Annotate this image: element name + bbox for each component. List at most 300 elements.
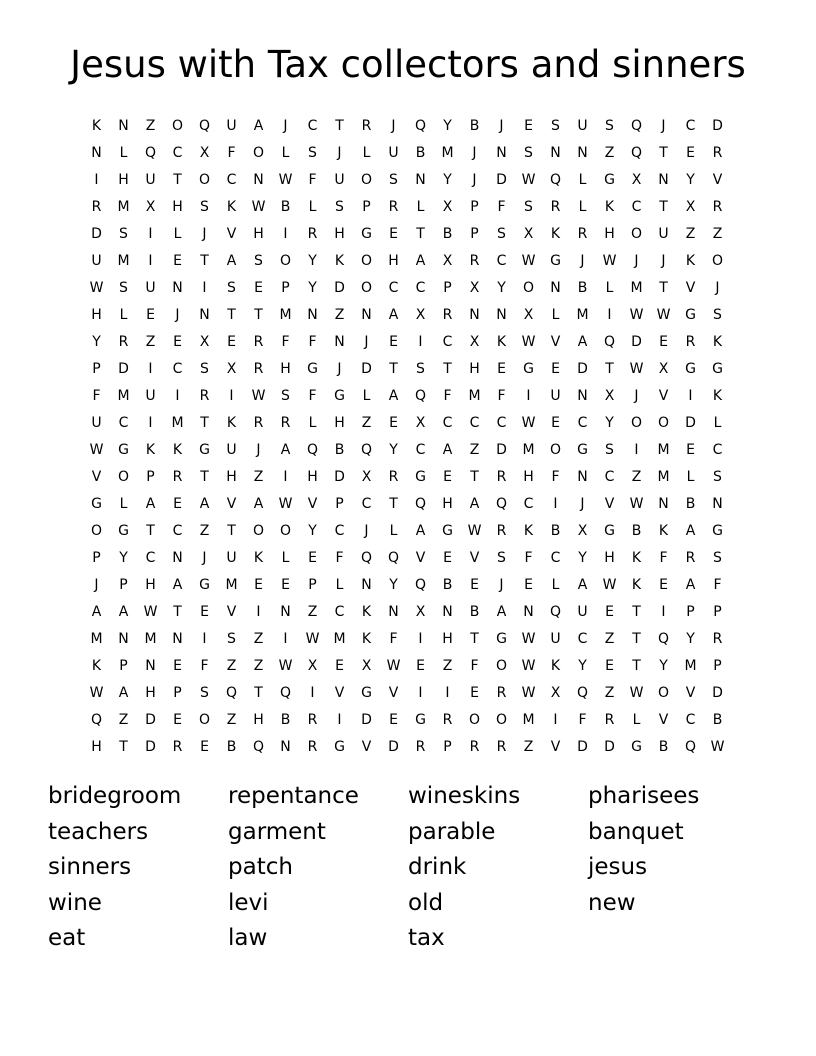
grid-letter: T [632, 604, 641, 620]
grid-letter: E [335, 658, 344, 674]
grid-letter: H [253, 226, 264, 242]
grid-letter: C [415, 442, 426, 458]
grid-letter: G [604, 523, 615, 539]
grid-letter: S [497, 226, 506, 242]
grid-letter: A [118, 685, 129, 701]
grid-letter: R [496, 739, 507, 755]
grid-letter: X [361, 658, 372, 674]
grid-letter: M [657, 442, 670, 458]
grid-letter: R [577, 226, 588, 242]
grid-letter: F [389, 631, 398, 647]
grid-letter: R [253, 334, 264, 350]
grid-letter: L [416, 199, 425, 215]
grid-letter: N [577, 388, 588, 404]
grid-letter: E [389, 226, 398, 242]
grid-letter: Z [712, 226, 723, 242]
grid-letter: I [175, 388, 180, 404]
grid-letter: X [469, 280, 480, 296]
grid-letter: O [657, 685, 670, 701]
grid-letter: Z [118, 712, 129, 728]
grid-row [83, 518, 731, 545]
grid-letter: U [658, 226, 669, 242]
grid-letter: Q [414, 577, 427, 593]
grid-letter: B [631, 523, 642, 539]
grid-letter: A [226, 253, 237, 269]
grid-row [83, 383, 731, 410]
grid-letter: R [604, 712, 615, 728]
grid-letter: D [685, 415, 696, 431]
grid-letter: F [281, 334, 290, 350]
grid-letter: L [173, 226, 182, 242]
grid-letter: Q [306, 442, 319, 458]
grid-letter: P [713, 604, 722, 620]
grid-letter: F [200, 658, 209, 674]
grid-letter: C [604, 469, 615, 485]
grid-letter: G [712, 361, 723, 377]
grid-letter: S [119, 280, 128, 296]
grid-letter: W [710, 739, 725, 755]
grid-letter: R [442, 712, 453, 728]
grid-letter: O [360, 172, 373, 188]
grid-letter: X [577, 523, 588, 539]
grid-letter: W [521, 658, 536, 674]
grid-letter: A [442, 442, 453, 458]
grid-letter: D [388, 739, 399, 755]
grid-letter: H [118, 172, 129, 188]
grid-letter: H [442, 496, 453, 512]
grid-letter: T [254, 685, 263, 701]
grid-row [83, 329, 731, 356]
grid-letter: R [172, 469, 183, 485]
grid-letter: C [361, 496, 372, 512]
grid-letter: U [91, 415, 102, 431]
grid-letter: C [226, 172, 237, 188]
grid-letter: X [631, 172, 642, 188]
grid-row [83, 275, 731, 302]
grid-letter: X [523, 307, 534, 323]
grid-letter: S [200, 199, 209, 215]
grid-letter: L [119, 145, 128, 161]
grid-letter: W [521, 631, 536, 647]
grid-letter: M [522, 442, 535, 458]
grid-letter: H [91, 307, 102, 323]
grid-letter: E [389, 334, 398, 350]
grid-letter: G [442, 523, 453, 539]
grid-letter: H [172, 199, 183, 215]
grid-letter: B [469, 604, 480, 620]
grid-letter: Q [279, 685, 292, 701]
grid-letter: J [499, 577, 504, 593]
grid-letter: F [497, 199, 506, 215]
grid-letter: Y [659, 658, 668, 674]
grid-letter: S [335, 199, 344, 215]
grid-letter: Q [360, 442, 373, 458]
grid-letter: F [443, 388, 452, 404]
grid-letter: M [171, 415, 184, 431]
grid-letter: O [630, 226, 643, 242]
word-list-item: bridegroom [48, 783, 182, 809]
grid-letter: Q [495, 496, 508, 512]
grid-letter: Y [686, 172, 695, 188]
grid-letter: Y [443, 118, 452, 134]
grid-letter: O [279, 253, 292, 269]
grid-letter: R [307, 739, 318, 755]
grid-letter: I [634, 442, 639, 458]
grid-letter: W [521, 172, 536, 188]
grid-letter: M [225, 577, 238, 593]
grid-letter: V [658, 388, 669, 404]
grid-letter: T [227, 523, 236, 539]
grid-letter: Z [523, 739, 534, 755]
grid-letter: O [279, 523, 292, 539]
grid-row [83, 113, 731, 140]
grid-letter: S [605, 118, 614, 134]
grid-letter: Z [685, 226, 696, 242]
grid-letter: E [551, 361, 560, 377]
grid-letter: N [361, 577, 372, 593]
grid-letter: E [389, 712, 398, 728]
grid-letter: W [467, 523, 482, 539]
grid-letter: G [118, 442, 129, 458]
grid-letter: E [173, 712, 182, 728]
grid-letter: P [470, 226, 479, 242]
word-list-item: patch [228, 854, 293, 880]
grid-letter: A [280, 442, 291, 458]
grid-letter: J [94, 577, 99, 593]
grid-letter: G [550, 253, 561, 269]
grid-letter: E [254, 577, 263, 593]
grid-letter: L [362, 388, 371, 404]
grid-letter: C [496, 253, 507, 269]
grid-letter: Z [145, 334, 156, 350]
grid-letter: T [146, 523, 155, 539]
word-list-item: jesus [588, 854, 648, 880]
grid-letter: C [631, 199, 642, 215]
word-list-item: eat [48, 925, 86, 951]
grid-letter: A [469, 496, 480, 512]
grid-letter: T [659, 280, 668, 296]
grid-letter: P [686, 604, 695, 620]
grid-letter: I [148, 415, 153, 431]
grid-letter: P [335, 496, 344, 512]
grid-letter: T [659, 199, 668, 215]
grid-letter: X [415, 604, 426, 620]
grid-letter: F [227, 145, 236, 161]
word-list-item: parable [408, 818, 496, 845]
grid-letter: C [388, 280, 399, 296]
grid-letter: F [497, 388, 506, 404]
grid-letter: K [172, 442, 183, 458]
grid-row [83, 464, 731, 491]
grid-letter: I [256, 604, 261, 620]
grid-letter: C [172, 145, 183, 161]
grid-letter: S [281, 388, 290, 404]
grid-letter: Q [225, 685, 238, 701]
grid-letter: T [227, 307, 236, 323]
grid-letter: Y [389, 577, 398, 593]
grid-letter: Z [334, 307, 345, 323]
grid-letter: R [496, 685, 507, 701]
grid-letter: C [334, 604, 345, 620]
grid-letter: J [202, 550, 207, 566]
grid-letter: T [389, 361, 398, 377]
grid-letter: A [199, 496, 210, 512]
page-title: Jesus with Tax collectors and sinners [70, 43, 746, 86]
grid-letter: A [91, 604, 102, 620]
grid-letter: O [252, 145, 265, 161]
grid-letter: A [577, 334, 588, 350]
grid-letter: T [389, 496, 398, 512]
grid-letter: X [442, 199, 453, 215]
grid-letter: C [550, 550, 561, 566]
grid-letter: N [442, 604, 453, 620]
grid-letter: M [90, 631, 103, 647]
grid-letter: S [200, 685, 209, 701]
grid-letter: J [634, 253, 639, 269]
grid-letter: W [629, 361, 644, 377]
grid-letter: H [388, 253, 399, 269]
grid-letter: L [281, 145, 290, 161]
grid-letter: J [661, 118, 666, 134]
grid-letter: N [388, 604, 399, 620]
grid-letter: G [496, 631, 507, 647]
grid-letter: I [148, 361, 153, 377]
grid-letter: Q [90, 712, 103, 728]
grid-letter: Q [684, 739, 697, 755]
grid-letter: V [226, 226, 237, 242]
grid-letter: Q [414, 388, 427, 404]
grid-letter: D [361, 361, 372, 377]
grid-letter: V [712, 172, 723, 188]
grid-letter: K [226, 199, 237, 215]
grid-letter: T [335, 118, 344, 134]
grid-letter: R [415, 739, 426, 755]
grid-letter: N [496, 145, 507, 161]
grid-letter: T [605, 361, 614, 377]
grid-letter: M [684, 658, 697, 674]
grid-letter: S [200, 361, 209, 377]
grid-letter: O [171, 118, 184, 134]
grid-letter: U [388, 145, 399, 161]
grid-letter: E [551, 415, 560, 431]
grid-letter: U [145, 280, 156, 296]
grid-letter: M [657, 469, 670, 485]
grid-letter: V [415, 550, 426, 566]
grid-letter: E [470, 577, 479, 593]
grid-letter: B [712, 712, 723, 728]
grid-letter: U [550, 388, 561, 404]
grid-letter: G [91, 496, 102, 512]
grid-letter: M [333, 631, 346, 647]
letter-grid [83, 113, 731, 761]
grid-letter: H [226, 469, 237, 485]
grid-letter: R [550, 199, 561, 215]
grid-letter: O [198, 712, 211, 728]
grid-letter: I [418, 631, 423, 647]
grid-letter: N [361, 307, 372, 323]
grid-letter: T [254, 307, 263, 323]
grid-letter: R [712, 199, 723, 215]
grid-letter: S [254, 253, 263, 269]
grid-letter: F [470, 658, 479, 674]
grid-letter: L [713, 415, 722, 431]
grid-letter: J [364, 523, 369, 539]
grid-letter: N [118, 118, 129, 134]
grid-letter: N [118, 631, 129, 647]
grid-letter: E [659, 577, 668, 593]
grid-letter: F [659, 550, 668, 566]
grid-letter: V [226, 496, 237, 512]
word-list-item: garment [228, 818, 326, 845]
grid-letter: K [253, 550, 264, 566]
grid-letter: I [283, 631, 288, 647]
grid-letter: F [524, 550, 533, 566]
grid-letter: F [308, 334, 317, 350]
grid-letter: S [605, 442, 614, 458]
word-list-item: teachers [48, 818, 149, 845]
grid-letter: I [607, 307, 612, 323]
grid-letter: M [117, 199, 130, 215]
grid-letter: E [686, 145, 695, 161]
grid-letter: I [283, 469, 288, 485]
grid-letter: M [468, 388, 481, 404]
grid-letter: A [415, 253, 426, 269]
grid-letter: C [712, 442, 723, 458]
grid-letter: X [226, 361, 237, 377]
grid-letter: I [202, 631, 207, 647]
grid-letter: N [496, 307, 507, 323]
grid-letter: E [524, 118, 533, 134]
grid-letter: U [145, 172, 156, 188]
grid-letter: P [146, 469, 155, 485]
grid-letter: S [227, 631, 236, 647]
grid-row [83, 167, 731, 194]
grid-letter: N [199, 307, 210, 323]
grid-letter: H [145, 577, 156, 593]
grid-letter: E [173, 496, 182, 512]
grid-letter: D [334, 469, 345, 485]
grid-letter: P [119, 658, 128, 674]
grid-letter: J [256, 442, 261, 458]
grid-letter: I [94, 172, 99, 188]
grid-letter: C [577, 631, 588, 647]
grid-letter: H [469, 361, 480, 377]
grid-letter: Z [199, 523, 210, 539]
word-list-item: levi [228, 889, 269, 916]
grid-letter: V [388, 685, 399, 701]
grid-letter: M [279, 307, 292, 323]
grid-letter: I [526, 388, 531, 404]
grid-letter: W [521, 334, 536, 350]
grid-letter: P [119, 577, 128, 593]
grid-letter: G [334, 739, 345, 755]
grid-letter: H [442, 631, 453, 647]
grid-letter: V [604, 496, 615, 512]
grid-letter: X [469, 334, 480, 350]
grid-letter: W [305, 631, 320, 647]
grid-letter: P [713, 658, 722, 674]
grid-letter: E [173, 253, 182, 269]
grid-letter: N [280, 604, 291, 620]
grid-letter: G [685, 307, 696, 323]
grid-row [83, 356, 731, 383]
grid-letter: S [308, 145, 317, 161]
grid-letter: Z [442, 658, 453, 674]
grid-letter: Z [226, 658, 237, 674]
grid-letter: R [388, 469, 399, 485]
grid-letter: E [443, 469, 452, 485]
grid-letter: Y [308, 523, 317, 539]
grid-letter: K [604, 199, 615, 215]
grid-letter: D [577, 361, 588, 377]
grid-letter: Y [92, 334, 101, 350]
grid-letter: R [388, 199, 399, 215]
grid-letter: O [468, 712, 481, 728]
grid-letter: C [469, 415, 480, 431]
grid-letter: A [253, 496, 264, 512]
grid-letter: S [713, 469, 722, 485]
word-list-item: new [588, 889, 636, 916]
grid-letter: S [227, 280, 236, 296]
grid-letter: B [658, 739, 669, 755]
grid-letter: I [202, 280, 207, 296]
grid-letter: X [415, 415, 426, 431]
grid-row [83, 545, 731, 572]
grid-letter: C [496, 415, 507, 431]
grid-letter: N [172, 631, 183, 647]
grid-row [83, 653, 731, 680]
grid-letter: R [469, 253, 480, 269]
grid-letter: J [337, 145, 342, 161]
grid-letter: P [443, 739, 452, 755]
grid-letter: M [441, 145, 454, 161]
grid-letter: J [472, 145, 477, 161]
grid-letter: T [470, 469, 479, 485]
grid-letter: K [712, 388, 723, 404]
grid-letter: K [91, 118, 102, 134]
grid-letter: B [415, 145, 426, 161]
grid-letter: R [253, 361, 264, 377]
grid-letter: E [173, 334, 182, 350]
grid-letter: U [577, 604, 588, 620]
grid-letter: H [307, 469, 318, 485]
grid-letter: N [712, 496, 723, 512]
grid-letter: L [389, 523, 398, 539]
grid-letter: M [144, 631, 157, 647]
grid-letter: R [199, 388, 210, 404]
grid-letter: J [634, 388, 639, 404]
grid-letter: Z [253, 469, 264, 485]
grid-letter: R [172, 739, 183, 755]
grid-letter: S [119, 226, 128, 242]
grid-letter: R [496, 469, 507, 485]
grid-row [83, 437, 731, 464]
grid-letter: N [658, 172, 669, 188]
grid-letter: W [251, 199, 266, 215]
grid-letter: F [713, 577, 722, 593]
grid-letter: B [280, 199, 291, 215]
grid-letter: G [199, 442, 210, 458]
grid-letter: O [495, 658, 508, 674]
grid-letter: E [254, 280, 263, 296]
grid-letter: U [334, 172, 345, 188]
grid-letter: L [308, 199, 317, 215]
grid-letter: D [631, 334, 642, 350]
grid-letter: A [496, 604, 507, 620]
grid-letter: Q [252, 739, 265, 755]
grid-letter: I [283, 226, 288, 242]
grid-letter: C [118, 415, 129, 431]
